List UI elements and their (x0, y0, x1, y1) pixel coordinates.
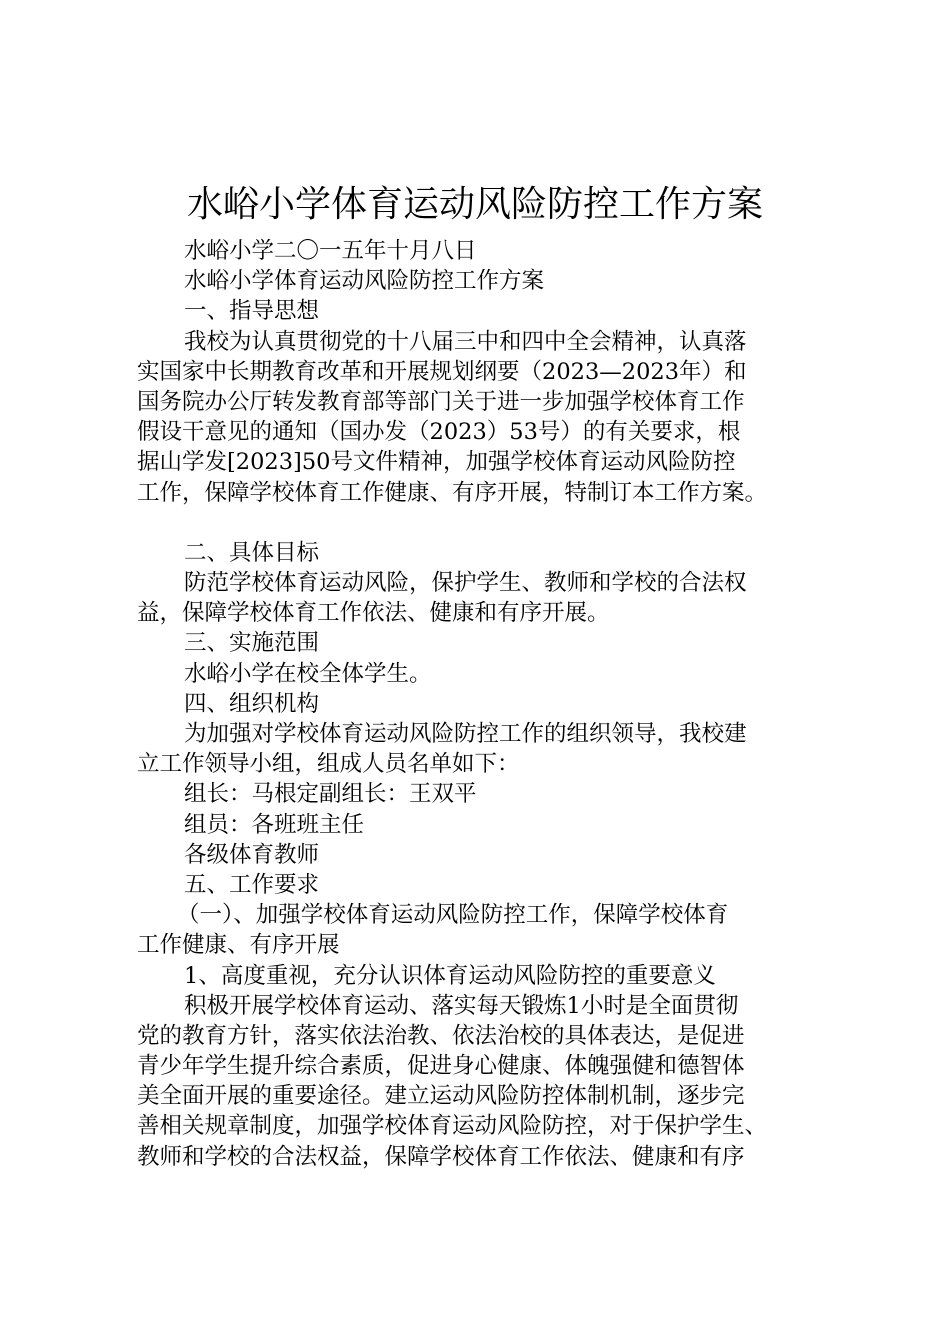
paragraph-line: 水峪小学在校全体学生。 (184, 660, 432, 687)
paragraph-line: 据山学发[2023]50号文件精神，加强学校体育运动风险防控 (137, 449, 736, 476)
paragraph-line: 党的教育方针，落实依法治教、依法治校的具体表达，是促进 (137, 1022, 745, 1049)
paragraph-line: 美全面开展的重要途径。建立运动风险防控体制机制，逐步完 (137, 1083, 745, 1110)
subsection-heading: 工作健康、有序开展 (137, 932, 340, 959)
paragraph-line: 国务院办公厅转发教育部等部门关于进一步加强学校体育工作 (137, 388, 745, 415)
section-heading: 四、组织机构 (184, 690, 320, 717)
date-line: 水峪小学二〇一五年十月八日 (184, 238, 477, 264)
document-title: 水峪小学体育运动风险防控工作方案 (186, 184, 763, 225)
blank-line (137, 508, 827, 538)
paragraph-line: 组员：各班班主任 (184, 811, 365, 838)
paragraph-line: 实国家中长期教育改革和开展规划纲要（2023—2023年）和 (137, 358, 747, 385)
section-heading: 一、指导思想 (184, 298, 320, 325)
paragraph-line: 益，保障学校体育工作依法、健康和有序开展。 (137, 600, 610, 627)
subtitle-line: 水峪小学体育运动风险防控工作方案 (184, 268, 545, 295)
document-body (137, 236, 827, 1172)
paragraph-line: 青少年学生提升综合素质，促进身心健康、体魄强健和德智体 (137, 1053, 745, 1080)
paragraph-line: 立工作领导小组，组成人员名单如下： (137, 751, 520, 778)
paragraph-line: 防范学校体育运动风险，保护学生、教师和学校的合法权 (184, 570, 747, 597)
paragraph-line: 工作，保障学校体育工作健康、有序开展，特制订本工作方案。 (137, 479, 768, 506)
section-heading: 二、具体目标 (184, 539, 320, 566)
paragraph-line: 教师和学校的合法权益，保障学校体育工作依法、健康和有序 (137, 1143, 745, 1170)
paragraph-line: 积极开展学校体育运动、落实每天锻炼1小时是全面贯彻 (184, 992, 739, 1019)
section-heading: 五、工作要求 (184, 871, 320, 898)
section-heading: 三、实施范围 (184, 630, 320, 657)
subsection-heading: （一）、加强学校体育运动风险防控工作，保障学校体育 (177, 902, 729, 929)
paragraph-line: 善相关规章制度，加强学校体育运动风险防控，对于保护学生、 (137, 1113, 768, 1140)
paragraph-line: 我校为认真贯彻党的十八届三中和四中全会精神，认真落 (184, 328, 747, 355)
paragraph-line: 假设干意见的通知（国办发（2023）53号）的有关要求，根 (137, 419, 741, 446)
paragraph-line: 各级体育教师 (184, 841, 320, 868)
item-heading: 1、高度重视，充分认识体育运动风险防控的重要意义 (184, 962, 716, 989)
paragraph-line: 组长：马根定副组长：王双平 (184, 781, 477, 808)
paragraph-line: 为加强对学校体育运动风险防控工作的组织领导，我校建 (184, 721, 747, 747)
